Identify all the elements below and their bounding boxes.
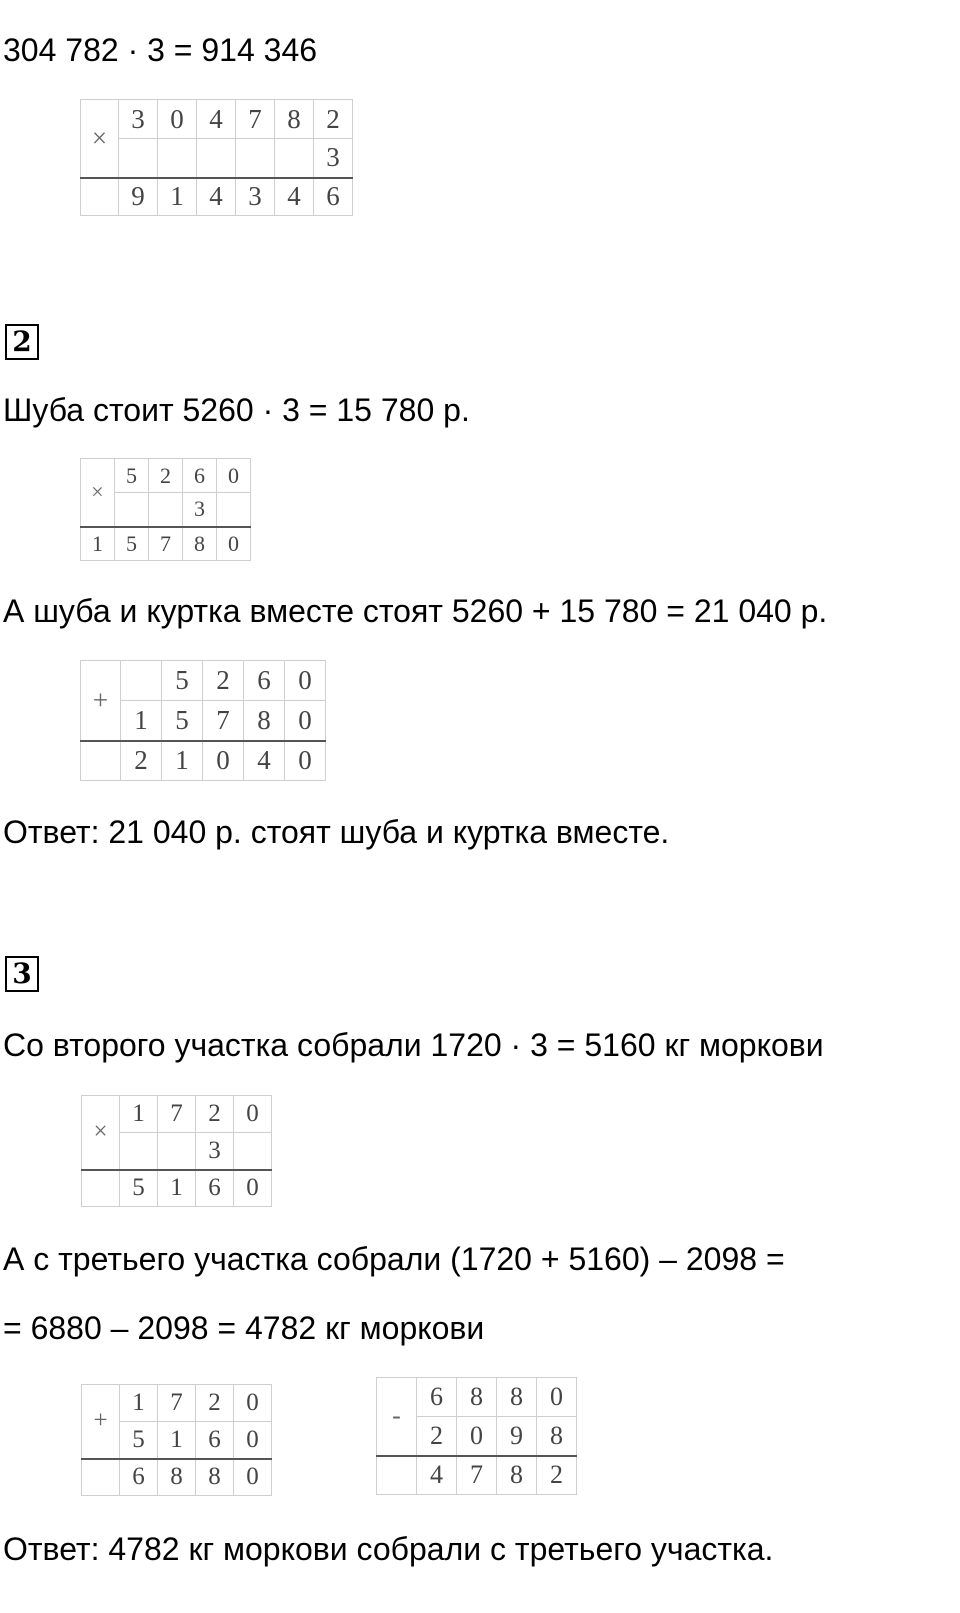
digit-cell: 3: [183, 493, 217, 527]
digit-cell: 0: [158, 100, 197, 139]
calc-table-304782: [80, 99, 353, 216]
digit-cell: [120, 1133, 158, 1170]
digit-cell: 1: [162, 741, 203, 781]
digit-cell: 6: [244, 661, 285, 701]
digit-cell: 3: [236, 178, 275, 216]
digit-cell: 0: [457, 1417, 497, 1456]
digit-cell: [149, 493, 183, 527]
digit-cell: [217, 493, 251, 527]
digit-cell: 1: [121, 701, 162, 741]
empty-cell: [377, 1456, 417, 1495]
digit-cell: 4: [275, 178, 314, 216]
digit-cell: 0: [285, 661, 326, 701]
minus-sign: -: [377, 1378, 417, 1456]
digit-cell: 4: [417, 1456, 457, 1495]
empty-cell: [81, 178, 119, 216]
digit-cell: 8: [183, 527, 217, 561]
digit-cell: [234, 1133, 272, 1170]
digit-cell: 1: [120, 1385, 158, 1422]
digit-cell: [275, 139, 314, 178]
digit-cell: 5: [120, 1170, 158, 1207]
empty-cell: [82, 1459, 120, 1496]
digit-cell: [158, 139, 197, 178]
digit-cell: 8: [244, 701, 285, 741]
digit-cell: 2: [537, 1456, 577, 1495]
digit-cell: 2: [121, 741, 162, 781]
line-second-plot: Со второго участка собрали 1720 · 3 = 5160 кг моркови: [3, 1027, 824, 1063]
digit-cell: 0: [285, 701, 326, 741]
digit-cell: 5: [115, 459, 149, 493]
digit-cell: 3: [119, 100, 158, 139]
calc-table-1720-plus-5160: [81, 1384, 272, 1496]
digit-cell: 1: [158, 1422, 196, 1459]
digit-cell: 4: [197, 178, 236, 216]
calc-table-1720x3: [81, 1095, 272, 1207]
calc-table-5260-plus-15780: [80, 660, 326, 781]
digit-cell: 5: [120, 1422, 158, 1459]
line-coat-and-jacket: А шуба и куртка вместе стоят 5260 + 15 780 = 21 040 р.: [3, 593, 828, 629]
digit-cell: 7: [236, 100, 275, 139]
digit-cell: 8: [497, 1378, 537, 1417]
digit-cell: 9: [119, 178, 158, 216]
digit-cell: 6: [417, 1378, 457, 1417]
task-number-3: 3: [5, 956, 39, 992]
digit-cell: 0: [234, 1170, 272, 1207]
plus-sign: +: [81, 661, 121, 741]
digit-cell: 6: [314, 178, 353, 216]
answer-task-3: Ответ: 4782 кг моркови собрали с третьего участка.: [3, 1531, 774, 1567]
digit-cell: 7: [149, 527, 183, 561]
digit-cell: 1: [81, 527, 115, 561]
digit-cell: 0: [234, 1422, 272, 1459]
digit-cell: 0: [234, 1385, 272, 1422]
digit-cell: 6: [120, 1459, 158, 1496]
digit-cell: 2: [314, 100, 353, 139]
digit-cell: 2: [149, 459, 183, 493]
calc-table-6880-minus-2098: [376, 1377, 577, 1495]
digit-cell: 6: [183, 459, 217, 493]
empty-cell: [82, 1170, 120, 1207]
line-third-plot-result: = 6880 – 2098 = 4782 кг моркови: [3, 1310, 485, 1346]
digit-cell: 8: [196, 1459, 234, 1496]
line-product-304782: 304 782 · 3 = 914 346: [3, 32, 318, 68]
digit-cell: 5: [162, 701, 203, 741]
line-third-plot: А с третьего участка собрали (1720 + 5160) – 2098 =: [3, 1241, 785, 1277]
digit-cell: [197, 139, 236, 178]
digit-cell: 9: [497, 1417, 537, 1456]
digit-cell: 2: [196, 1385, 234, 1422]
digit-cell: 5: [115, 527, 149, 561]
digit-cell: 8: [537, 1417, 577, 1456]
digit-cell: 6: [196, 1170, 234, 1207]
digit-cell: [115, 493, 149, 527]
multiply-sign: ×: [82, 1096, 120, 1170]
digit-cell: 0: [537, 1378, 577, 1417]
digit-cell: 2: [417, 1417, 457, 1456]
digit-cell: [121, 661, 162, 701]
digit-cell: 1: [158, 178, 197, 216]
digit-cell: 6: [196, 1422, 234, 1459]
empty-cell: [81, 741, 121, 781]
digit-cell: 7: [457, 1456, 497, 1495]
digit-cell: 1: [158, 1170, 196, 1207]
digit-cell: 0: [203, 741, 244, 781]
answer-task-2: Ответ: 21 040 р. стоят шуба и куртка вместе.: [3, 814, 670, 850]
digit-cell: 7: [203, 701, 244, 741]
digit-cell: [119, 139, 158, 178]
multiply-sign: ×: [81, 459, 115, 527]
digit-cell: 0: [217, 459, 251, 493]
digit-cell: 0: [285, 741, 326, 781]
digit-cell: 8: [275, 100, 314, 139]
digit-cell: 3: [196, 1133, 234, 1170]
digit-cell: 0: [234, 1459, 272, 1496]
digit-cell: 7: [158, 1385, 196, 1422]
digit-cell: 2: [203, 661, 244, 701]
digit-cell: 8: [158, 1459, 196, 1496]
line-coat-price: Шуба стоит 5260 · 3 = 15 780 р.: [3, 392, 470, 428]
digit-cell: 5: [162, 661, 203, 701]
digit-cell: 2: [196, 1096, 234, 1133]
digit-cell: 8: [497, 1456, 537, 1495]
digit-cell: 1: [120, 1096, 158, 1133]
digit-cell: 4: [197, 100, 236, 139]
multiply-sign: ×: [81, 100, 119, 178]
digit-cell: 3: [314, 139, 353, 178]
digit-cell: 7: [158, 1096, 196, 1133]
task-number-2: 2: [5, 324, 39, 360]
plus-sign: +: [82, 1385, 120, 1459]
digit-cell: [236, 139, 275, 178]
digit-cell: 4: [244, 741, 285, 781]
calc-table-5260x3: [80, 458, 251, 561]
digit-cell: 0: [217, 527, 251, 561]
digit-cell: 8: [457, 1378, 497, 1417]
digit-cell: 0: [234, 1096, 272, 1133]
digit-cell: [158, 1133, 196, 1170]
